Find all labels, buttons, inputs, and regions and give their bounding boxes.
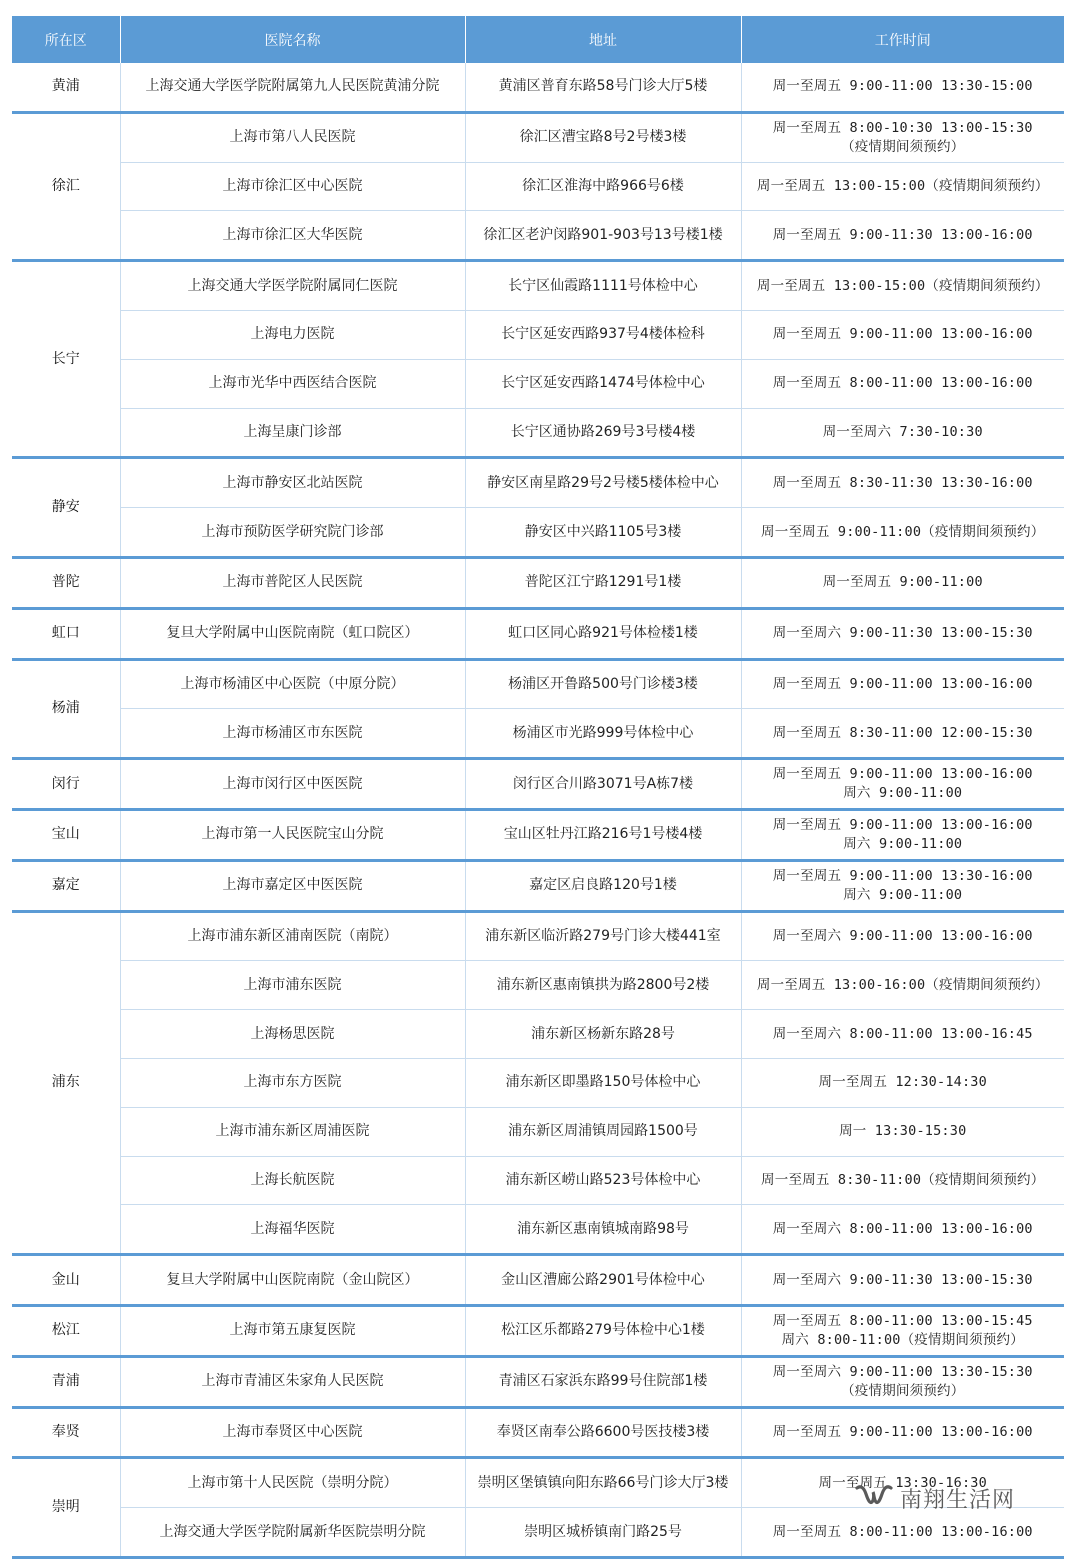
hospital-name-cell: 上海市浦东医院 (120, 961, 465, 1010)
hospital-name-cell: 上海市预防医学研究院门诊部 (120, 508, 465, 558)
address-cell: 宝山区牡丹江路216号1号楼4楼 (465, 809, 741, 860)
hours-line: 周一至周六 9:00-11:00 13:00-16:00 (772, 927, 1033, 944)
hours-line: 周一至周六 9:00-11:30 13:00-15:30 (772, 625, 1033, 642)
table-row (12, 1107, 1064, 1156)
hospital-name-cell: 上海市第八人民医院 (120, 112, 465, 162)
table-row (12, 1010, 1064, 1059)
district-cell: 黄浦 (12, 63, 120, 112)
address-cell: 浦东新区杨新东路28号 (465, 1010, 741, 1059)
district-cell: 青浦 (12, 1356, 120, 1407)
hours-line: 周六 9:00-11:00 (843, 785, 963, 802)
hours-cell (741, 809, 1064, 860)
district-cell: 虹口 (12, 608, 120, 659)
hours-cell (741, 709, 1064, 759)
table-row (12, 211, 1064, 261)
hospital-name-cell: 上海交通大学医学院附属第九人民医院黄浦分院 (120, 63, 465, 112)
hours-line: 周一至周五 8:30-11:00 12:00-15:30 (772, 724, 1033, 741)
table-row (12, 961, 1064, 1010)
hospital-name-cell: 复旦大学附属中山医院南院（金山院区） (120, 1255, 465, 1306)
hours-line: 周一至周六 9:00-11:00 13:30-15:30 (772, 1363, 1033, 1380)
address-cell: 虹口区同心路921号体检楼1楼 (465, 608, 741, 659)
hospital-name-cell: 上海市浦东新区周浦医院 (120, 1107, 465, 1156)
address-cell: 浦东新区临沂路279号门诊大楼441室 (465, 911, 741, 961)
wechat-channel-icon (852, 1480, 894, 1516)
hours-line: 周一至周五 12:30-14:30 (818, 1074, 987, 1091)
hospital-name-cell: 上海杨思医院 (120, 1010, 465, 1059)
table-row (12, 709, 1064, 759)
table-row (12, 1305, 1064, 1356)
hours-cell (741, 458, 1064, 508)
district-cell: 长宁 (12, 261, 120, 458)
table-row (12, 557, 1064, 608)
hours-cell (741, 608, 1064, 659)
hospital-name-cell: 复旦大学附属中山医院南院（虹口院区） (120, 608, 465, 659)
hospital-name-cell: 上海市第五康复医院 (120, 1305, 465, 1356)
hospital-name-cell: 上海市静安区北站医院 (120, 458, 465, 508)
hours-line: 周一至周五 9:00-11:00（疫情期间须预约） (761, 523, 1045, 540)
hours-line: 周一至周五 9:00-11:00 (822, 574, 983, 591)
hours-cell (741, 359, 1064, 408)
table-row (12, 359, 1064, 408)
hours-cell (741, 508, 1064, 558)
address-cell: 长宁区延安西路1474号体检中心 (465, 359, 741, 408)
table-row (12, 759, 1064, 810)
district-cell: 杨浦 (12, 659, 120, 759)
hours-line: 周一至周五 9:00-11:00 13:00-16:00 (772, 816, 1033, 833)
address-cell: 浦东新区即墨路150号体检中心 (465, 1058, 741, 1107)
hospital-name-cell: 上海交通大学医学院附属同仁医院 (120, 261, 465, 311)
hours-cell (741, 659, 1064, 709)
hours-cell (741, 1058, 1064, 1107)
table-row (12, 1255, 1064, 1306)
hours-line: 周一至周五 13:00-15:00（疫情期间须预约） (756, 177, 1049, 194)
hours-cell (741, 1107, 1064, 1156)
hospital-name-cell: 上海市杨浦区中心医院（中原分院） (120, 659, 465, 709)
hours-cell (741, 211, 1064, 261)
hours-line: 周六 9:00-11:00 (843, 835, 963, 852)
table-row (12, 1356, 1064, 1407)
table-body (12, 63, 1064, 1557)
hours-line: 周一至周五 9:00-11:00 13:30-16:00 (772, 867, 1033, 884)
district-cell: 嘉定 (12, 860, 120, 911)
address-cell: 青浦区石家浜东路99号住院部1楼 (465, 1356, 741, 1407)
address-cell: 长宁区延安西路937号4楼体检科 (465, 310, 741, 359)
table-row (12, 1205, 1064, 1255)
address-cell: 嘉定区启良路120号1楼 (465, 860, 741, 911)
header-hours: 工作时间 (741, 16, 1064, 63)
hours-line: 周一至周五 8:00-11:00 13:00-16:00 (772, 375, 1033, 392)
district-cell: 金山 (12, 1255, 120, 1306)
hospital-name-cell: 上海交通大学医学院附属新华医院崇明分院 (120, 1508, 465, 1558)
table-row (12, 659, 1064, 709)
hours-cell (741, 1407, 1064, 1458)
hours-cell (741, 1010, 1064, 1059)
district-cell: 奉贤 (12, 1407, 120, 1458)
district-cell: 闵行 (12, 759, 120, 810)
hours-line: 周一至周五 8:00-10:30 13:00-15:30 (772, 119, 1033, 136)
address-cell: 长宁区仙霞路1111号体检中心 (465, 261, 741, 311)
hours-line: 周一至周六 8:00-11:00 13:00-16:45 (772, 1025, 1033, 1042)
address-cell: 徐汇区老沪闵路901-903号13号楼1楼 (465, 211, 741, 261)
hours-line: 周一至周六 8:00-11:00 13:00-16:00 (772, 1220, 1033, 1237)
hours-cell (741, 1255, 1064, 1306)
hours-line: 周一至周五 8:00-11:00 13:00-16:00 (772, 1523, 1033, 1540)
hospital-name-cell: 上海市浦东新区浦南医院（南院） (120, 911, 465, 961)
hospital-name-cell: 上海市嘉定区中医医院 (120, 860, 465, 911)
address-cell: 杨浦区市光路999号体检中心 (465, 709, 741, 759)
header-hospital-name: 医院名称 (120, 16, 465, 63)
hours-cell (741, 112, 1064, 162)
hours-line: 周一至周五 9:00-11:00 13:00-16:00 (772, 675, 1033, 692)
hours-line: 周一至周五 9:00-11:00 13:00-16:00 (772, 766, 1033, 783)
address-cell: 闵行区合川路3071号A栋7楼 (465, 759, 741, 810)
address-cell: 浦东新区崂山路523号体检中心 (465, 1156, 741, 1205)
table-row (12, 860, 1064, 911)
table-row (12, 63, 1064, 112)
hours-line: 周一至周五 9:00-11:00 13:00-16:00 (772, 1423, 1033, 1440)
district-cell: 静安 (12, 458, 120, 558)
address-cell: 普陀区江宁路1291号1楼 (465, 557, 741, 608)
hours-cell (741, 162, 1064, 211)
hours-cell (741, 911, 1064, 961)
hours-cell (741, 63, 1064, 112)
hours-line: 周一至周五 9:00-11:00 13:00-16:00 (772, 326, 1033, 343)
hours-line: 周一至周五 8:00-11:00 13:00-15:45 (772, 1312, 1033, 1329)
hours-line: 周一至周五 8:30-11:30 13:30-16:00 (772, 474, 1033, 491)
district-cell: 松江 (12, 1305, 120, 1356)
hospital-name-cell: 上海市徐汇区大华医院 (120, 211, 465, 261)
hours-cell (741, 1156, 1064, 1205)
address-cell: 浦东新区惠南镇城南路98号 (465, 1205, 741, 1255)
hours-cell (741, 759, 1064, 810)
hours-cell (741, 860, 1064, 911)
table-row (12, 608, 1064, 659)
address-cell: 浦东新区惠南镇拱为路2800号2楼 (465, 961, 741, 1010)
address-cell: 杨浦区开鲁路500号门诊楼3楼 (465, 659, 741, 709)
hospital-name-cell: 上海市普陀区人民医院 (120, 557, 465, 608)
district-cell: 徐汇 (12, 112, 120, 260)
table-row (12, 1407, 1064, 1458)
district-cell: 普陀 (12, 557, 120, 608)
hours-line: 周一至周五 13:00-15:00（疫情期间须预约） (756, 277, 1049, 294)
address-cell: 崇明区堡镇镇向阳东路66号门诊大厅3楼 (465, 1458, 741, 1508)
header-address: 地址 (465, 16, 741, 63)
hours-line: 周一至周五 9:00-11:00 13:30-15:00 (772, 78, 1033, 95)
hospital-name-cell: 上海呈康门诊部 (120, 408, 465, 458)
hours-line: 周六 9:00-11:00 (843, 886, 963, 903)
address-cell: 奉贤区南奉公路6600号医技楼3楼 (465, 1407, 741, 1458)
address-cell: 徐汇区淮海中路966号6楼 (465, 162, 741, 211)
hours-cell (741, 1356, 1064, 1407)
hours-line: （疫情期间须预约） (841, 138, 965, 155)
hours-cell (741, 408, 1064, 458)
table-row (12, 911, 1064, 961)
hospital-name-cell: 上海市徐汇区中心医院 (120, 162, 465, 211)
district-cell: 宝山 (12, 809, 120, 860)
watermark (852, 1478, 1062, 1518)
table-row (12, 310, 1064, 359)
table-row (12, 162, 1064, 211)
hospital-name-cell: 上海市闵行区中医医院 (120, 759, 465, 810)
hours-line: 周一至周六 7:30-10:30 (822, 423, 983, 440)
hours-line: 周一至周六 9:00-11:30 13:00-15:30 (772, 1271, 1033, 1288)
hospital-name-cell: 上海市第一人民医院宝山分院 (120, 809, 465, 860)
address-cell: 静安区南星路29号2号楼5楼体检中心 (465, 458, 741, 508)
table-row (12, 508, 1064, 558)
hospital-name-cell: 上海市第十人民医院（崇明分院） (120, 1458, 465, 1508)
header-district: 所在区 (12, 16, 120, 63)
address-cell: 崇明区城桥镇南门路25号 (465, 1508, 741, 1558)
hospital-name-cell: 上海电力医院 (120, 310, 465, 359)
hours-line: 周一至周五 13:30-16:30 (818, 1474, 987, 1491)
hours-line: 周一至周五 8:30-11:00（疫情期间须预约） (761, 1171, 1045, 1188)
hours-line: （疫情期间须预约） (841, 1382, 965, 1399)
district-cell: 浦东 (12, 911, 120, 1255)
table-row (12, 458, 1064, 508)
table-row (12, 261, 1064, 311)
hours-cell (741, 310, 1064, 359)
hospital-name-cell: 上海长航医院 (120, 1156, 465, 1205)
hours-cell (741, 1305, 1064, 1356)
address-cell: 长宁区通协路269号3号楼4楼 (465, 408, 741, 458)
hours-line: 周一 13:30-15:30 (839, 1123, 967, 1140)
hospital-name-cell: 上海市东方医院 (120, 1058, 465, 1107)
table-header-row (12, 16, 1064, 63)
address-cell: 金山区漕廊公路2901号体检中心 (465, 1255, 741, 1306)
table-row (12, 112, 1064, 162)
address-cell: 徐汇区漕宝路8号2号楼3楼 (465, 112, 741, 162)
watermark-text: 南翔生活网 (900, 1487, 1016, 1513)
table-row (12, 1058, 1064, 1107)
hours-cell (741, 261, 1064, 311)
hours-cell (741, 557, 1064, 608)
address-cell: 松江区乐都路279号体检中心1楼 (465, 1305, 741, 1356)
hospital-name-cell: 上海市奉贤区中心医院 (120, 1407, 465, 1458)
hospital-table (12, 16, 1064, 1559)
hours-line: 周一至周五 9:00-11:30 13:00-16:00 (772, 226, 1033, 243)
address-cell: 浦东新区周浦镇周园路1500号 (465, 1107, 741, 1156)
hospital-name-cell: 上海市杨浦区市东医院 (120, 709, 465, 759)
hours-line: 周一至周五 13:00-16:00（疫情期间须预约） (756, 976, 1049, 993)
hospital-name-cell: 上海福华医院 (120, 1205, 465, 1255)
table-row (12, 1156, 1064, 1205)
address-cell: 静安区中兴路1105号3楼 (465, 508, 741, 558)
table-row (12, 809, 1064, 860)
hours-cell (741, 1205, 1064, 1255)
hours-line: 周六 8:00-11:00（疫情期间须预约） (781, 1331, 1024, 1348)
table-row (12, 408, 1064, 458)
district-cell: 崇明 (12, 1458, 120, 1558)
hospital-name-cell: 上海市光华中西医结合医院 (120, 359, 465, 408)
address-cell: 黄浦区普育东路58号门诊大厅5楼 (465, 63, 741, 112)
hours-cell (741, 961, 1064, 1010)
hospital-name-cell: 上海市青浦区朱家角人民医院 (120, 1356, 465, 1407)
